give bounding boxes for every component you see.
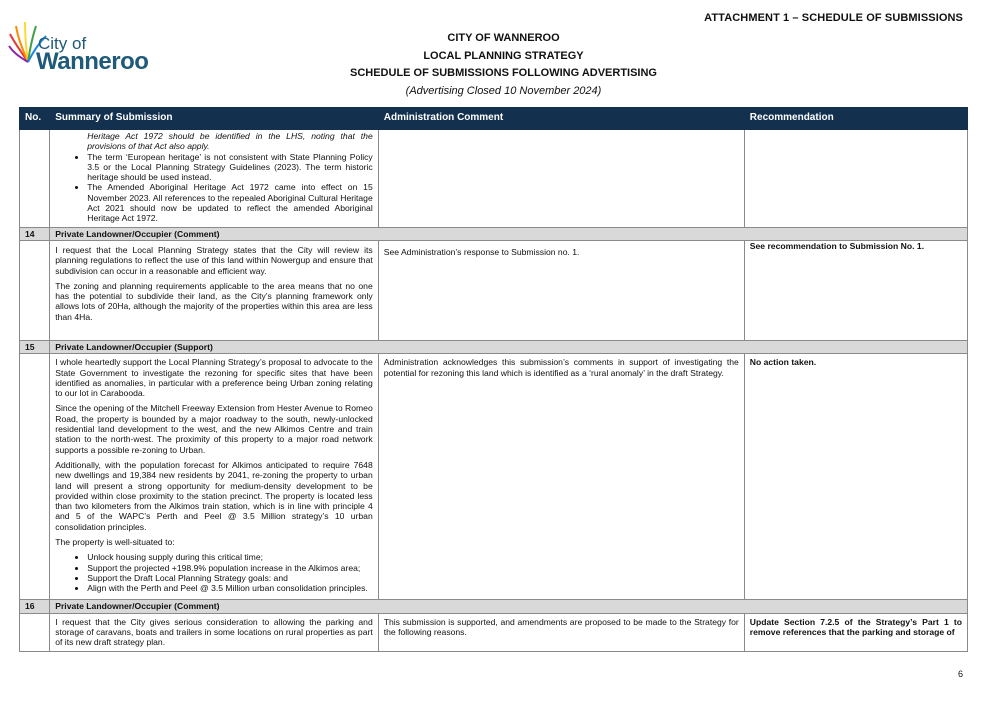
bullet-continued: Heritage Act 1972 should be identified in the LHS, noting that the provisions of that Act also apply. [87, 131, 373, 152]
comment-cell [378, 613, 744, 651]
title-line-4: (Advertising Closed 10 November 2024) [405, 84, 602, 97]
comment-text: Administration acknowledges this submission’s comments in support of investigating the potential for rezoning this land which is identified as a ‘rural anomaly’ in the draft Strategy. [383, 357, 739, 378]
submission-category: Private Landowner/Occupier (Comment) [50, 227, 968, 240]
summary-paragraph: I whole heartedly support the Local Planning Strategy’s proposal to advocate to the State Government to investigate the rezoning for specific sites that have been identified as anomalies, in particular with a preference being Urban zoning relating to our lot in Carabooda. [55, 357, 373, 399]
summary-paragraph: The zoning and planning requirements applicable to the area means that no one has the potential to subdivide their land, as the City’s planning framework only allows lots of 20Ha, although the majority of the properties within this area are less than 4Ha. [55, 280, 373, 322]
comment-cell [378, 240, 744, 340]
comment-text: See Administration’s response to Submission no. 1. [383, 246, 580, 257]
recommendation-cell [744, 240, 967, 340]
summary-cell [50, 130, 379, 228]
summary-cell [50, 240, 379, 340]
category-row-16 [20, 600, 968, 613]
submissions-table [19, 107, 968, 652]
recommendation-text: No action taken. [749, 357, 817, 368]
recommendation-text: See recommendation to Submission No. 1. [749, 240, 925, 251]
category-row-15 [20, 340, 968, 353]
list-item: • Support the Draft Local Planning Strategy goals: and [87, 573, 373, 583]
header-comment: Administration Comment [378, 108, 744, 130]
table-row-16 [20, 613, 968, 651]
list-item: • Support the projected +198.9% population increase in the Alkimos area; [87, 563, 373, 573]
recommendation-text: Update Section 7.2.5 of the Strategy’s Part 1 to remove references that the parking and storage of [749, 616, 962, 637]
comment-cell [378, 354, 744, 600]
header-summary: Summary of Submission [50, 108, 379, 130]
summary-cell [50, 354, 379, 600]
title-line-3: SCHEDULE OF SUBMISSIONS FOLLOWING ADVERTISING [350, 67, 657, 79]
summary-paragraph: I request that the Local Planning Strategy states that the City will review its planning regulations to reflect the use of this land within Nowergup and ensure that subdivision can occur in a reasonable and efficient way. [55, 244, 373, 276]
submission-category: Private Landowner/Occupier (Comment) [50, 600, 968, 613]
summary-paragraph: I request that the City gives serious consideration to allowing the parking and storage of caravans, boats and trailers in some locations on rural properties as part of its new draft strategy plan. [55, 616, 373, 648]
list-item: • Unlock housing supply during this critical time; [87, 552, 373, 562]
table-row-14 [20, 240, 968, 340]
recommendation-cell [744, 354, 967, 600]
title-line-2: LOCAL PLANNING STRATEGY [423, 49, 584, 62]
document-title-block [0, 30, 1007, 100]
list-item: • The Amended Aboriginal Heritage Act 1972 came into effect on 15 November 2023. All references to the repealed Aboriginal Cultural Heritage Act 2021 should now be updated to reflect the amended Aboriginal Heritage Act 1972. [87, 182, 373, 223]
header-recommendation: Recommendation [744, 108, 967, 130]
submission-category: Private Landowner/Occupier (Support) [50, 340, 968, 353]
summary-paragraph: The property is well-situated to: [55, 537, 175, 548]
submission-number: 14 [20, 227, 50, 240]
submission-number: 15 [20, 340, 50, 353]
header-no: No. [20, 108, 50, 130]
attachment-label: ATTACHMENT 1 – SCHEDULE OF SUBMISSIONS [704, 12, 963, 24]
table-header-row [20, 108, 968, 130]
title-line-1: CITY OF WANNEROO [447, 32, 560, 44]
summary-cell [50, 613, 379, 651]
page-number: 6 [957, 669, 963, 679]
list-item: • Align with the Perth and Peel @ 3.5 Million urban consolidation principles. [87, 583, 373, 593]
list-item: • The term ‘European heritage’ is not consistent with State Planning Policy 3.5 or the Local Planning Strategy Guidelines (2023). The term historic heritage should be used instead. [87, 152, 373, 183]
submission-number: 16 [20, 600, 50, 613]
logo-city-text: City of [38, 34, 87, 53]
summary-paragraph: Since the opening of the Mitchell Freeway Extension from Hester Avenue to Romeo Road, the property is bounded by a major roadway to the south, newly-unlocked residential land development to the west, and the new Alkimos Centre and train station to the north-west. The proximity of this property to a major road network supports a possible re-zoning to Urban. [55, 403, 373, 455]
logo-name-text: Wanneroo [36, 48, 149, 75]
comment-text: This submission is supported, and amendments are proposed to be made to the Strategy for the following reasons. [383, 616, 739, 637]
category-row-14 [20, 227, 968, 240]
summary-paragraph: Additionally, with the population forecast for Alkimos anticipated to require 7648 new dwellings and 19,384 new residents by 2041, re-zoning the property to urban land will present a strong opportunity for medium-density development to be provided within close proximity to the station precinct. The property is located less than two kilometers from the Alkimos train station, which is in line with principle 4 and 5 of the WAPC’s Perth and Peel @ 3.5 Million strategy’s 10 urban consolidation principles. [55, 459, 373, 532]
recommendation-cell [744, 613, 967, 651]
table-row-continued [20, 130, 968, 228]
table-row-15 [20, 354, 968, 600]
